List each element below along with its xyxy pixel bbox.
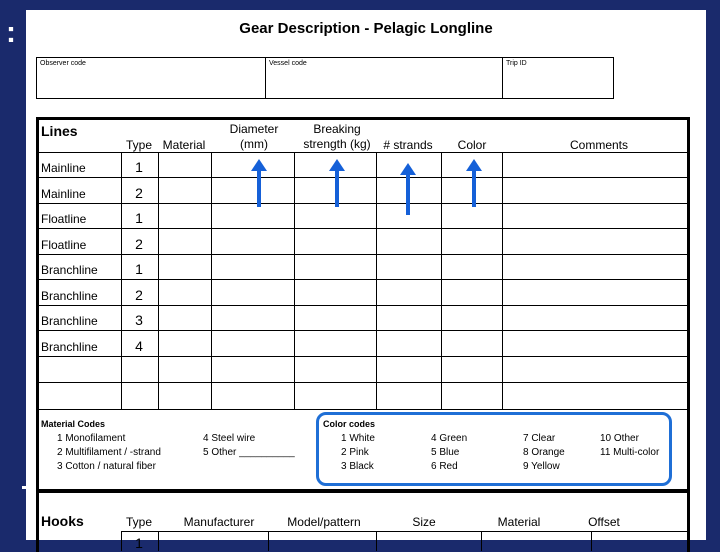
row-label: Mainline <box>41 187 86 201</box>
header-color: Color <box>457 138 487 152</box>
row-label: Floatline <box>41 212 87 226</box>
color-codes-highlight <box>316 412 672 486</box>
lines-table-grid <box>121 152 687 410</box>
header-material: Material <box>497 515 541 529</box>
row-number: 2 <box>135 287 143 303</box>
material-codes-title: Material Codes <box>41 419 106 429</box>
slide-title-fragment: : <box>6 16 16 49</box>
material-code: 4 Steel wire <box>203 433 256 444</box>
color-code: 7 Clear <box>523 433 556 444</box>
row-label: Branchline <box>41 289 98 303</box>
data-sheet <box>26 10 706 551</box>
color-code: 3 Black <box>341 461 374 472</box>
lines-section-title: Lines <box>41 123 78 139</box>
arrow-up-icon <box>257 169 261 207</box>
color-code: 5 Blue <box>431 447 460 458</box>
row-label: Branchline <box>41 340 98 354</box>
observer-code-field[interactable]: Observer code <box>37 58 266 98</box>
hooks-section-title: Hooks <box>41 513 84 529</box>
row-number: 1 <box>135 210 143 226</box>
header-material: Material <box>162 138 206 152</box>
color-code: 6 Red <box>431 461 458 472</box>
arrow-up-icon <box>406 173 410 215</box>
color-code: 8 Orange <box>523 447 565 458</box>
material-code: 5 Other __________ <box>203 447 295 458</box>
arrow-up-icon <box>472 169 476 207</box>
row-label: Mainline <box>41 161 86 175</box>
material-code: 3 Cotton / natural fiber <box>57 461 156 472</box>
row-number: 1 <box>135 261 143 277</box>
header-breaking-strength: Breaking strength (kg) <box>303 122 371 151</box>
color-code: 9 Yellow <box>523 461 560 472</box>
row-number: 3 <box>135 312 143 328</box>
row-number: 1 <box>135 159 143 175</box>
row-number: 1 <box>135 535 143 551</box>
hooks-table-grid <box>121 531 687 551</box>
row-number: 2 <box>135 185 143 201</box>
color-code: 10 Other <box>600 433 639 444</box>
hooks-section <box>36 492 690 552</box>
header-manufacturer: Manufacturer <box>183 515 255 529</box>
row-label: Branchline <box>41 314 98 328</box>
row-number: 2 <box>135 236 143 252</box>
header-type: Type <box>125 515 152 529</box>
color-code: 1 White <box>341 433 375 444</box>
row-number: 4 <box>135 338 143 354</box>
page-title: Gear Description - Pelagic Longline <box>239 20 493 37</box>
header-comments: Comments <box>569 138 628 152</box>
header-info-box <box>36 57 614 99</box>
header-type: Type <box>125 138 152 152</box>
trip-id-field[interactable]: Trip ID <box>506 60 527 67</box>
header-offset: Offset <box>588 515 620 529</box>
color-codes-title: Color codes <box>323 419 376 429</box>
row-label: Floatline <box>41 238 87 252</box>
color-code: 2 Pink <box>341 447 369 458</box>
vessel-code-field[interactable]: Vessel code <box>266 58 503 98</box>
header-size: Size <box>412 515 436 529</box>
header-diameter: Diameter (mm) <box>229 122 279 151</box>
row-label: Branchline <box>41 263 98 277</box>
arrow-up-icon <box>335 169 339 207</box>
material-code: 1 Monofilament <box>57 433 126 444</box>
material-code: 2 Multifilament / -strand <box>57 447 161 458</box>
header-model: Model/pattern <box>287 515 361 529</box>
header-strands: # strands <box>383 138 433 152</box>
color-code: 11 Multi-color <box>600 447 660 458</box>
color-code: 4 Green <box>431 433 468 444</box>
